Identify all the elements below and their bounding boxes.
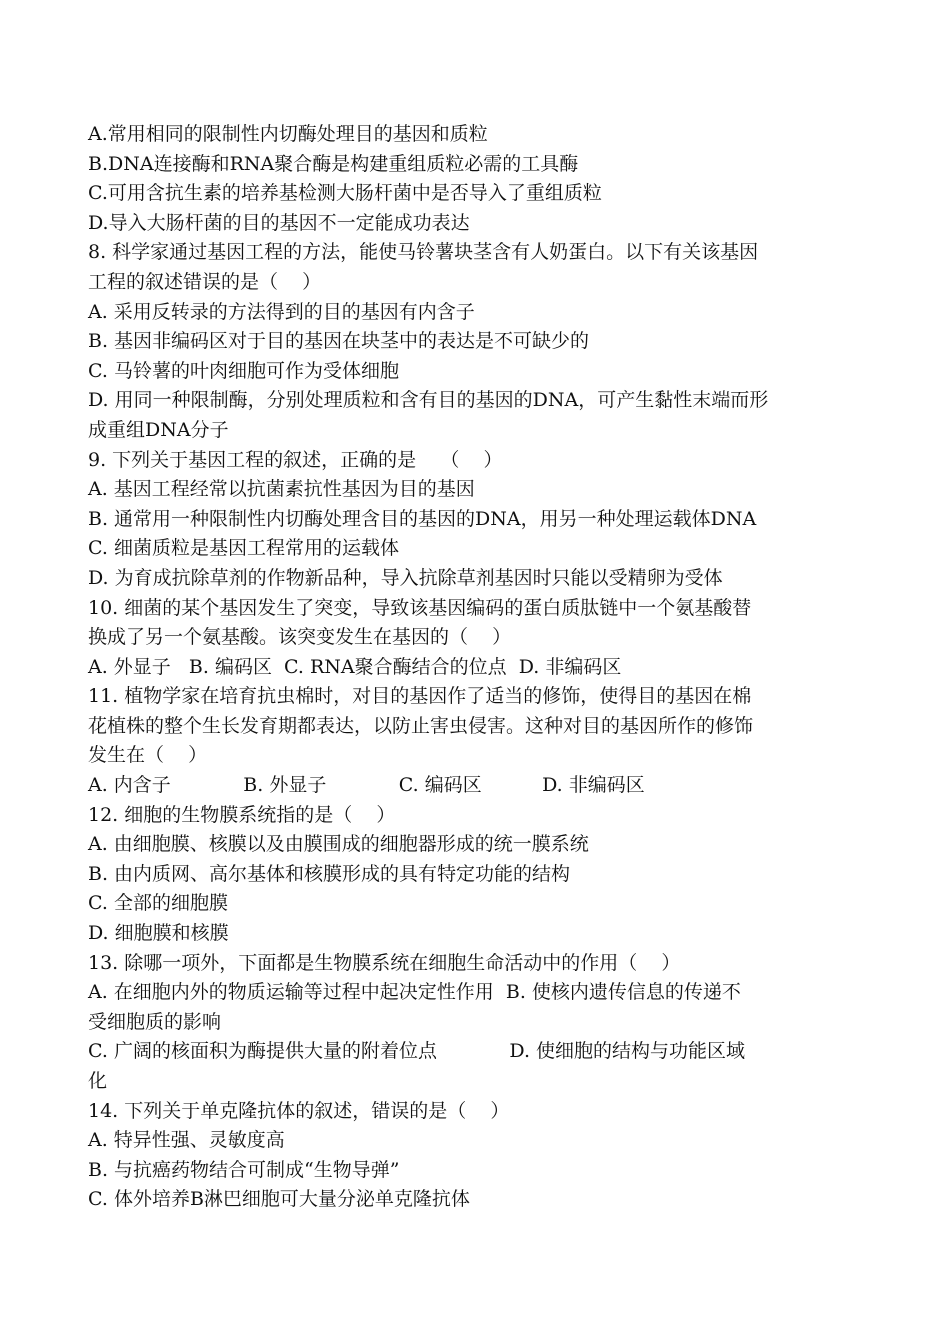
document-page: [88, 120, 878, 1215]
option-13cd-line-1: C. 广阔的核面积为酶提供大量的附着位点 D. 使细胞的结构与功能区域: [88, 1040, 746, 1063]
option-14b: B. 与抗癌药物结合可制成“生物导弹”: [88, 1158, 400, 1181]
question-8-stem-line-2: 工程的叙述错误的是（ ）: [88, 270, 322, 293]
question-11-stem-line-2: 花植株的整个生长发育期都表达，以防止害虫侵害。这种对目的基因所作的修饰: [88, 714, 754, 737]
option-8d-line-1: D. 用同一种限制酶，分别处理质粒和含有目的基因的DNA，可产生黏性末端而形: [88, 389, 769, 412]
option-12b: B. 由内质网、高尔基体和核膜形成的具有特定功能的结构: [88, 862, 571, 885]
option-9c: C. 细菌质粒是基因工程常用的运载体: [88, 537, 399, 560]
option-12a: A. 由细胞膜、核膜以及由膜围成的细胞器形成的统一膜系统: [88, 833, 589, 856]
question-9-stem: 9. 下列关于基因工程的叙述，正确的是 （ ）: [88, 448, 503, 471]
option-7c: C.可用含抗生素的培养基检测大肠杆菌中是否导入了重组质粒: [88, 182, 602, 205]
question-14-stem: 14. 下列关于单克隆抗体的叙述，错误的是（ ）: [88, 1099, 510, 1122]
option-8d-line-2: 成重组DNA分子: [88, 418, 229, 441]
option-8a: A. 采用反转录的方法得到的目的基因有内含子: [88, 300, 475, 323]
option-7d: D.导入大肠杆菌的目的基因不一定能成功表达: [88, 211, 470, 234]
question-10-stem-line-2: 换成了另一个氨基酸。该突变发生在基因的（ ）: [88, 626, 512, 649]
option-7a: A.常用相同的限制性内切酶处理目的基因和质粒: [88, 123, 488, 145]
option-13ab-line-1: A. 在细胞内外的物质运输等过程中起决定性作用 B. 使核内遗传信息的传递不: [88, 981, 741, 1004]
question-11-options: A. 内含子 B. 外显子 C. 编码区 D. 非编码区: [88, 774, 645, 797]
option-9d: D. 为育成抗除草剂的作物新品种，导入抗除草剂基因时只能以受精卵为受体: [88, 566, 723, 589]
option-12d: D. 细胞膜和核膜: [88, 922, 229, 945]
option-13ab-line-2: 受细胞质的影响: [88, 1010, 222, 1033]
option-12c: C. 全部的细胞膜: [88, 892, 228, 915]
question-11-stem-line-3: 发生在（ ）: [88, 744, 208, 767]
option-7b: B.DNA连接酶和RNA聚合酶是构建重组质粒必需的工具酶: [88, 152, 579, 175]
question-10-options: A. 外显子 B. 编码区 C. RNA聚合酶结合的位点 D. 非编码区: [88, 655, 622, 678]
question-10-stem-line-1: 10. 细菌的某个基因发生了突变，导致该基因编码的蛋白质肽链中一个氨基酸替: [88, 596, 752, 619]
option-8c: C. 马铃薯的叶肉细胞可作为受体细胞: [88, 359, 399, 382]
question-8-stem-line-1: 8. 科学家通过基因工程的方法，能使马铃薯块茎含有人奶蛋白。以下有关该基因: [88, 241, 759, 264]
question-11-stem-line-1: 11. 植物学家在培育抗虫棉时，对目的基因作了适当的修饰，使得目的基因在棉: [88, 685, 752, 708]
question-12-stem: 12. 细胞的生物膜系统指的是（ ）: [88, 803, 396, 826]
option-9b: B. 通常用一种限制性内切酶处理含目的基因的DNA，用另一种处理运载体DNA: [88, 507, 757, 530]
question-13-stem: 13. 除哪一项外，下面都是生物膜系统在细胞生命活动中的作用（ ）: [88, 951, 681, 974]
option-9a: A. 基因工程经常以抗菌素抗性基因为目的基因: [88, 478, 475, 501]
option-13cd-line-2: 化: [88, 1070, 108, 1092]
option-8b: B. 基因非编码区对于目的基因在块茎中的表达是不可缺少的: [88, 330, 590, 353]
option-14a: A. 特异性强、灵敏度高: [88, 1129, 285, 1152]
option-14c: C. 体外培养B淋巴细胞可大量分泌单克隆抗体: [88, 1188, 470, 1211]
